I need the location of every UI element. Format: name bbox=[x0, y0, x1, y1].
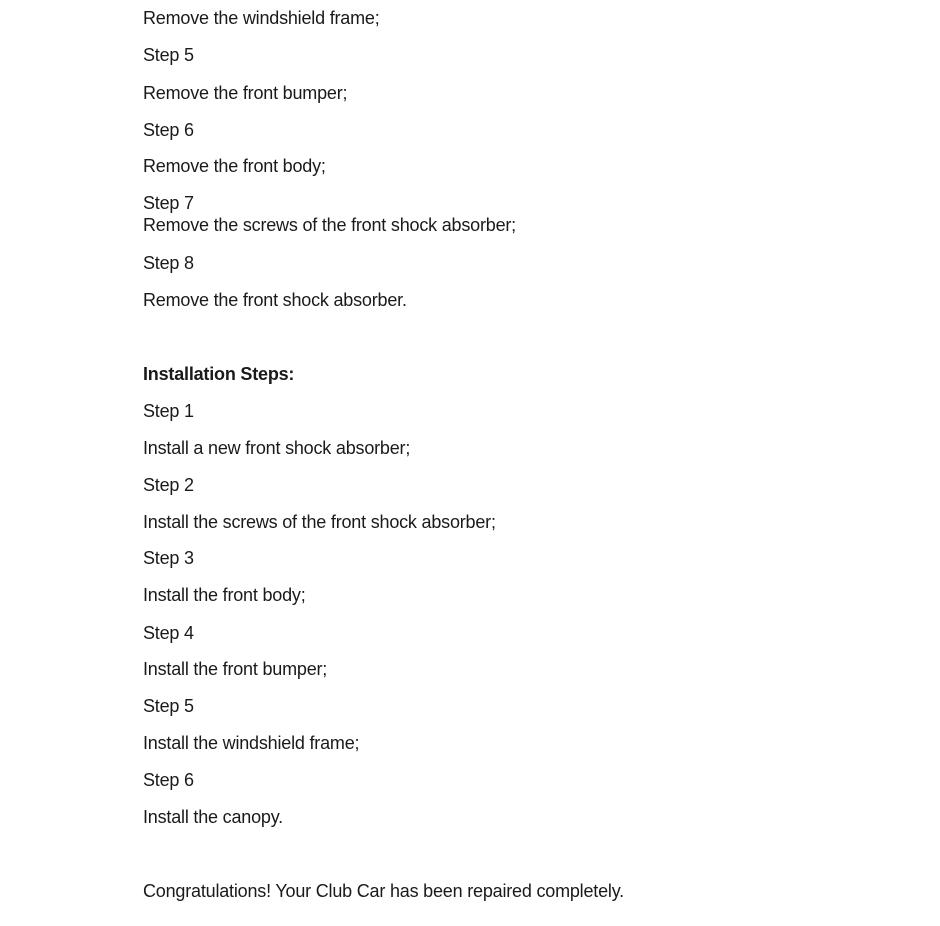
installation-line: Install the windshield frame; bbox=[143, 733, 360, 753]
step-label: Step 2 bbox=[143, 475, 194, 495]
step-label: Step 7 bbox=[143, 193, 194, 213]
step-label: Step 3 bbox=[143, 548, 194, 568]
installation-line: Install a new front shock absorber; bbox=[143, 438, 411, 458]
step-label: Step 5 bbox=[143, 696, 194, 716]
removal-line: Remove the front body; bbox=[143, 156, 326, 176]
removal-line: Remove the front bumper; bbox=[143, 83, 348, 103]
removal-line: Remove the windshield frame; bbox=[143, 8, 380, 28]
step-label: Step 6 bbox=[143, 120, 194, 140]
step-label: Step 6 bbox=[143, 770, 194, 790]
installation-heading: Installation Steps: bbox=[143, 364, 295, 384]
step-label: Step 5 bbox=[143, 45, 194, 65]
installation-line: Install the canopy. bbox=[143, 807, 283, 827]
installation-line: Install the front bumper; bbox=[143, 659, 328, 679]
closing-message: Congratulations! Your Club Car has been repaired completely. bbox=[143, 881, 624, 901]
step-label: Step 1 bbox=[143, 401, 194, 421]
step-label: Step 4 bbox=[143, 623, 194, 643]
installation-line: Install the front body; bbox=[143, 585, 306, 605]
installation-line: Install the screws of the front shock absorber; bbox=[143, 512, 496, 532]
removal-line: Remove the front shock absorber. bbox=[143, 290, 407, 310]
removal-line: Remove the screws of the front shock absorber; bbox=[143, 215, 516, 235]
step-label: Step 8 bbox=[143, 253, 194, 273]
